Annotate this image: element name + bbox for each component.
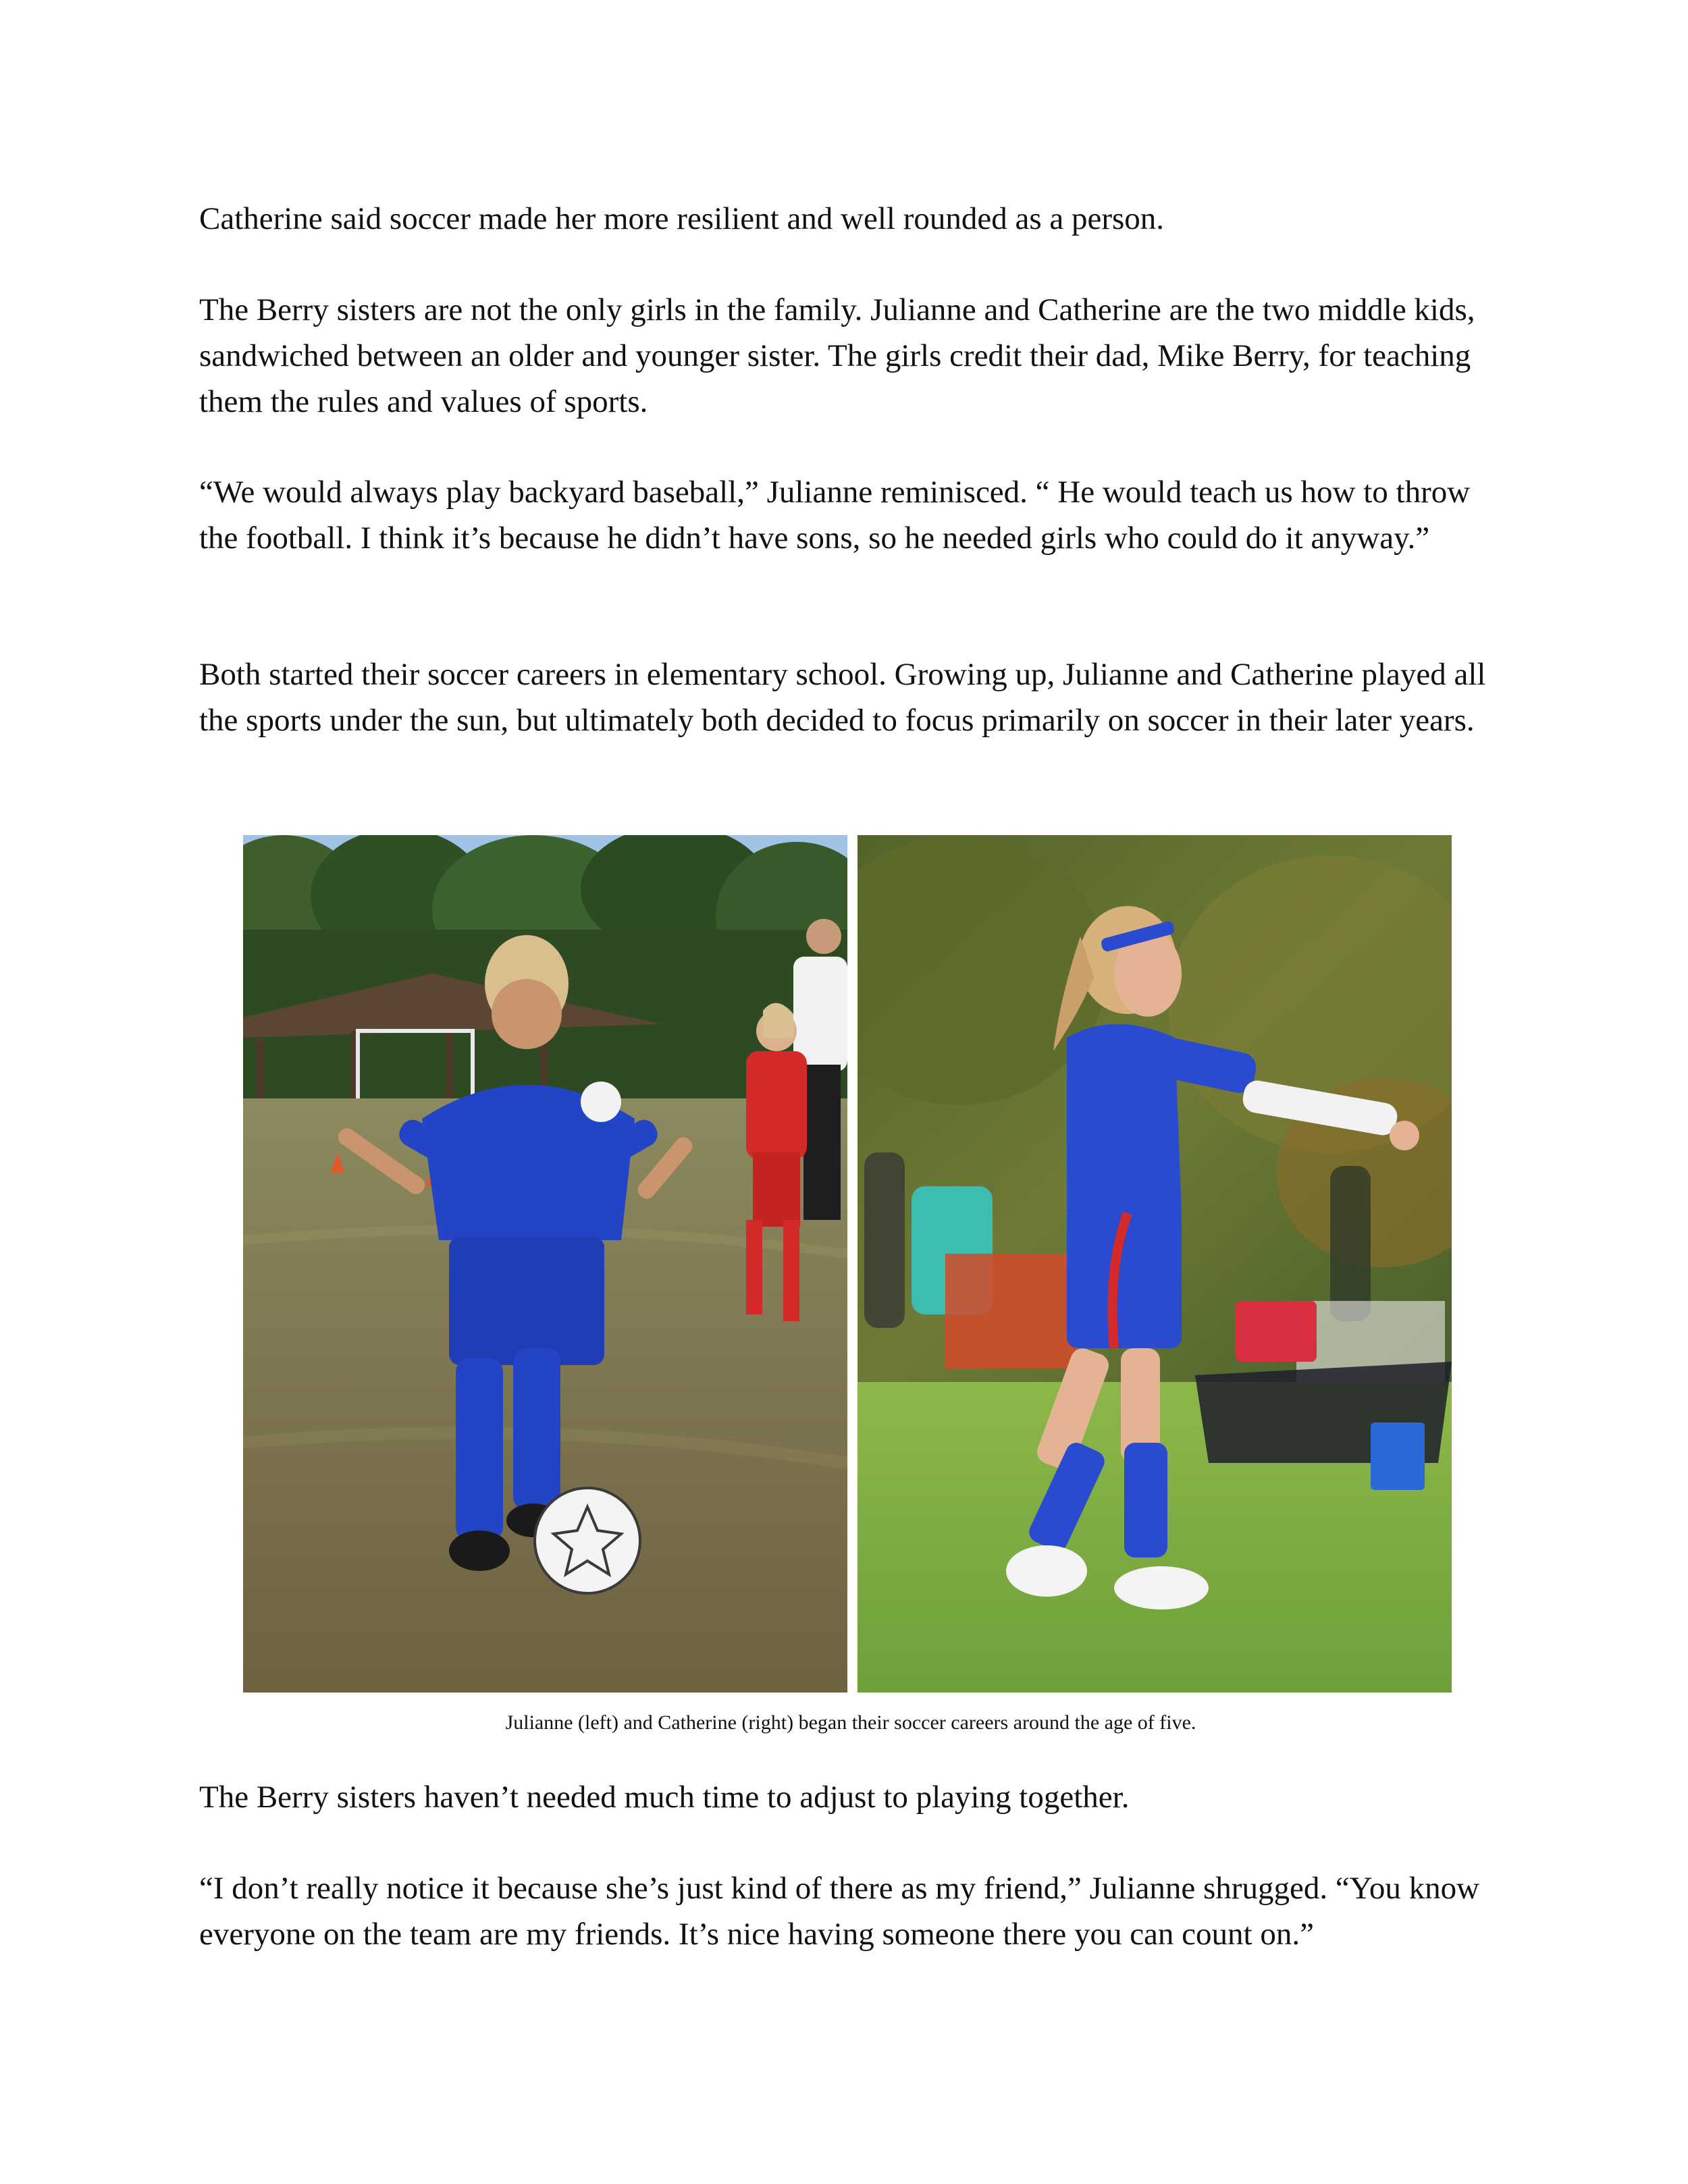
paragraph-adjust: The Berry sisters haven’t needed much time to adjust to playing together. (199, 1780, 1130, 1815)
paragraph-backyard-quote: “We would always play backyard baseball,” Julianne reminisced. “ He would teach us how to throw the football. I think it’s because he didn’t have sons, so he needed girls who could do it anyway.” (199, 475, 1471, 556)
paragraph-careers: Both started their soccer careers in elementary school. Growing up, Julianne and Catherine played all the sports under the sun, but ultimately both decided to focus primarily on soccer in their later years. (199, 657, 1486, 738)
photo-julianne-image (243, 835, 847, 1693)
photo-pair (243, 835, 1452, 1693)
photo-catherine-image (858, 835, 1452, 1693)
photo-catherine (858, 835, 1452, 1693)
paragraph-resilient: Catherine said soccer made her more resilient and well rounded as a person. (199, 201, 1165, 236)
photo-julianne (243, 835, 847, 1693)
paragraph-friend-quote: “I don’t really notice it because she’s just kind of there as my friend,” Julianne shrugged. “You know everyone on the team are my friends. It’s nice having someone there you can count on.” (199, 1871, 1480, 1952)
photo-caption: Julianne (left) and Catherine (right) began their soccer careers around the age of five. (505, 1711, 1196, 1734)
paragraph-family: The Berry sisters are not the only girls in the family. Julianne and Catherine are the two middle kids, sandwiched between an older and younger sister. The girls credit their dad, Mike Berry, for teaching them the rules and values of sports. (199, 292, 1475, 419)
